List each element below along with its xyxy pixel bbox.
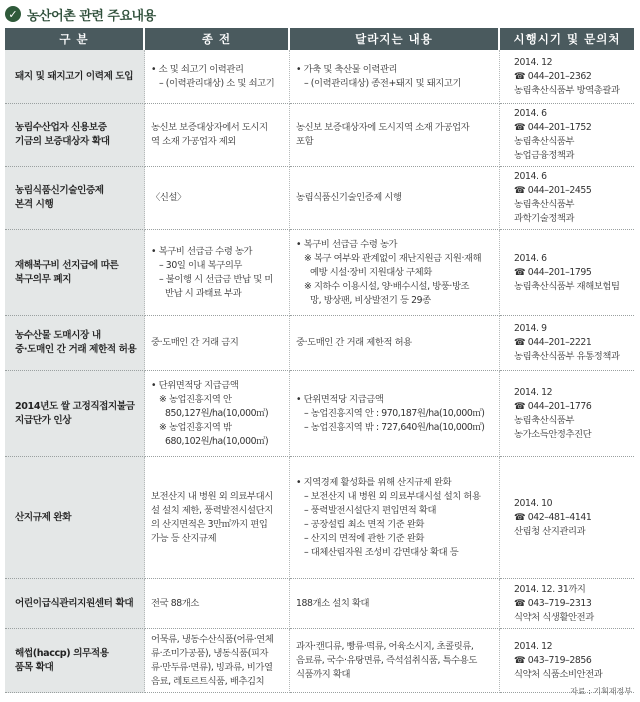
category-line: 지급단가 인상 bbox=[15, 414, 72, 426]
before-line: – 불이행 시 선급금 반납 및 미 bbox=[159, 273, 273, 285]
before-line: 역 소재 가공업자 제외 bbox=[151, 136, 236, 147]
header-after: 달라지는 내용 bbox=[290, 28, 500, 50]
phone-number: ☎ 044–201–1752 bbox=[514, 121, 628, 135]
before-cell bbox=[145, 316, 290, 371]
after-line: – 농업진흥지역 안 : 970,187원/ha(10,000㎡) bbox=[304, 407, 485, 419]
before-line: 850,127원/ha(10,000㎡) bbox=[165, 407, 269, 419]
department: 농림축산식품부 과학기술정책과 bbox=[514, 199, 575, 224]
before-line: • 복구비 선급금 수령 농가 bbox=[151, 245, 283, 259]
after-line: – 산지의 면적에 관한 기준 완화 bbox=[304, 532, 424, 544]
table-row bbox=[5, 579, 634, 629]
after-line: 과자·캔디류, 빵류·떡류, 어육소시지, 초콜릿류, bbox=[296, 640, 474, 652]
title-text: 농산어촌 관련 주요내용 bbox=[27, 8, 156, 24]
phone-number: ☎ 044–201–2455 bbox=[514, 184, 628, 198]
department: 식약처 식생활안전과 bbox=[514, 611, 594, 623]
table-row bbox=[5, 371, 634, 457]
after-line: 농림식품신기술인증제 시행 bbox=[296, 192, 402, 203]
before-cell bbox=[145, 167, 290, 230]
page-title bbox=[5, 4, 156, 24]
phone-number: ☎ 044–201–2362 bbox=[514, 70, 628, 84]
policy-table bbox=[5, 28, 634, 693]
category-line: 품목 확대 bbox=[15, 661, 54, 673]
table-body bbox=[5, 50, 634, 693]
effective-date: 2014. 12. 31까지 bbox=[514, 583, 586, 595]
before-cell bbox=[145, 50, 290, 104]
after-line: • 단위면적당 지급금액 bbox=[296, 393, 493, 407]
before-line: 중·도매인 간 거래 금지 bbox=[151, 337, 239, 348]
after-line: 망, 방상팬, 비상발전기 등 29종 bbox=[310, 294, 431, 306]
before-line: 반납 시 과태료 부과 bbox=[165, 287, 242, 299]
before-line: 음료, 레토르트식품, 배추김치 bbox=[151, 675, 265, 687]
after-cell bbox=[290, 457, 500, 579]
effective-date: 2014. 10 bbox=[514, 497, 553, 509]
category-line: 산지규제 완화 bbox=[15, 511, 72, 523]
effective-date: 2014. 9 bbox=[514, 323, 547, 334]
after-line: – 대체산림자원 조성비 감면대상 확대 등 bbox=[304, 546, 459, 558]
table-row bbox=[5, 50, 634, 104]
category-line: 재해복구비 선지급에 따른 bbox=[15, 259, 119, 271]
after-cell bbox=[290, 629, 500, 693]
phone-number: ☎ 044–201–1776 bbox=[514, 400, 628, 414]
header-category: 구 분 bbox=[5, 28, 145, 50]
after-line: • 복구비 선급금 수령 농가 bbox=[296, 238, 493, 252]
header-contact: 시행시기 및 문의처 bbox=[500, 28, 634, 50]
before-line: ※ 농업진흥지역 안 bbox=[159, 393, 232, 405]
phone-number: ☎ 044–201–1795 bbox=[514, 266, 628, 280]
contact-cell bbox=[500, 167, 634, 230]
table-row bbox=[5, 230, 634, 316]
before-line: 〈신설〉 bbox=[151, 192, 186, 203]
before-line: 류·만두류·면류), 빙과류, 비가열 bbox=[151, 661, 273, 673]
after-cell bbox=[290, 167, 500, 230]
before-line: – 30일 이내 복구의무 bbox=[159, 259, 243, 271]
category-cell bbox=[5, 230, 145, 316]
after-line: 농신보 보증대상자에 도시지역 소재 가공업자 bbox=[296, 122, 470, 133]
category-line: 어린이급식관리지원센터 확대 bbox=[15, 597, 134, 609]
check-icon: ✓ bbox=[5, 6, 21, 22]
phone-number: ☎ 043–719–2856 bbox=[514, 654, 628, 668]
before-line: – (이력관리대상) 소 및 쇠고기 bbox=[159, 77, 275, 89]
source-note: 자료 : 기획재정부 bbox=[570, 687, 632, 696]
category-cell bbox=[5, 167, 145, 230]
before-line: 전국 88개소 bbox=[151, 597, 199, 609]
before-line: ※ 농업진흥지역 밖 bbox=[159, 421, 232, 433]
after-line: ※ 지하수 이용시설, 양·배수시설, 방풍·방조 bbox=[304, 280, 470, 292]
category-cell bbox=[5, 104, 145, 167]
table-row bbox=[5, 457, 634, 579]
after-line: – 풍력발전시설단지 편입면적 확대 bbox=[304, 504, 437, 516]
phone-number: ☎ 044–201–2221 bbox=[514, 336, 628, 350]
table-row bbox=[5, 104, 634, 167]
contact-cell bbox=[500, 579, 634, 629]
category-cell bbox=[5, 371, 145, 457]
after-line: – 공장설립 최소 면적 기준 완화 bbox=[304, 518, 424, 530]
effective-date: 2014. 6 bbox=[514, 108, 547, 119]
phone-number: ☎ 042–481–4141 bbox=[514, 511, 628, 525]
before-line: 680,102원/ha(10,000㎡) bbox=[165, 435, 269, 447]
contact-cell bbox=[500, 371, 634, 457]
table-header-row bbox=[5, 28, 634, 50]
category-cell bbox=[5, 629, 145, 693]
effective-date: 2014. 12 bbox=[514, 386, 553, 398]
after-cell bbox=[290, 371, 500, 457]
effective-date: 2014. 6 bbox=[514, 171, 547, 182]
before-line: • 단위면적당 지급금액 bbox=[151, 379, 283, 393]
department-line2: 농가소득안정추진단 bbox=[514, 428, 592, 440]
category-line: 2014년도 쌀 고정직접지불금 bbox=[15, 400, 135, 412]
department: 농림축산식품부 bbox=[514, 414, 575, 426]
before-line: • 소 및 쇠고기 이력관리 bbox=[151, 63, 283, 77]
effective-date: 2014. 12 bbox=[514, 56, 553, 68]
category-cell bbox=[5, 316, 145, 371]
after-line: – 보전산지 내 병원 외 의료부대시설 설치 허용 bbox=[304, 490, 481, 502]
category-cell bbox=[5, 50, 145, 104]
before-line: 어묵류, 냉동수산식품(어류·연체 bbox=[151, 633, 274, 645]
department: 농림축산식품부 재해보험팀 bbox=[514, 280, 620, 292]
category-line: 중·도매인 간 거래 제한적 허용 bbox=[15, 344, 137, 355]
after-line: 예방 시설·장비 지원대상 구체화 bbox=[310, 266, 432, 278]
department: 농림축산식품부 농업금융정책과 bbox=[514, 136, 575, 161]
after-cell bbox=[290, 104, 500, 167]
header-before: 종 전 bbox=[145, 28, 290, 50]
after-cell bbox=[290, 230, 500, 316]
after-line: 188개소 설치 확대 bbox=[296, 597, 370, 609]
before-line: 류·조미가공품), 냉동식품(피자 bbox=[151, 647, 269, 659]
contact-cell bbox=[500, 629, 634, 693]
after-line: 식품까지 확대 bbox=[296, 668, 351, 680]
before-line: 가능 등 산지규제 bbox=[151, 532, 217, 544]
before-cell bbox=[145, 104, 290, 167]
after-cell bbox=[290, 50, 500, 104]
category-line: 복구의무 폐지 bbox=[15, 273, 72, 285]
category-line: 본격 시행 bbox=[15, 199, 54, 210]
table-row bbox=[5, 316, 634, 371]
before-line: 설 설치 제한, 풍력발전시설단지 bbox=[151, 504, 273, 516]
category-line: 농림식품신기술인증제 bbox=[15, 185, 104, 196]
category-line: 돼지 및 돼지고기 이력제 도입 bbox=[15, 70, 134, 82]
contact-cell bbox=[500, 230, 634, 316]
contact-cell bbox=[500, 50, 634, 104]
after-cell bbox=[290, 316, 500, 371]
after-line: 음료류, 국수·유탕면류, 즉석섭취식품, 특수용도 bbox=[296, 654, 477, 666]
contact-cell bbox=[500, 316, 634, 371]
before-line: 농신보 보증대상자에서 도시지 bbox=[151, 122, 268, 133]
department: 산림청 산지관리과 bbox=[514, 525, 586, 537]
before-line: 보전산지 내 병원 외 의료부대시 bbox=[151, 490, 273, 502]
phone-number: ☎ 043–719–2313 bbox=[514, 597, 628, 611]
contact-cell bbox=[500, 457, 634, 579]
before-line: 의 산지면적은 3만㎡까지 편입 bbox=[151, 518, 268, 530]
before-cell bbox=[145, 579, 290, 629]
category-line: 해썹(haccp) 의무적용 bbox=[15, 647, 109, 659]
effective-date: 2014. 6 bbox=[514, 252, 547, 264]
table-row bbox=[5, 629, 634, 693]
department: 식약처 식품소비안전과 bbox=[514, 668, 603, 680]
before-cell bbox=[145, 629, 290, 693]
after-cell bbox=[290, 579, 500, 629]
category-line: 기금의 보증대상자 확대 bbox=[15, 136, 110, 147]
category-cell bbox=[5, 457, 145, 579]
category-line: 농림수산업자 신용보증 bbox=[15, 122, 107, 133]
category-cell bbox=[5, 579, 145, 629]
after-line: • 가축 및 축산물 이력관리 bbox=[296, 63, 493, 77]
table-row bbox=[5, 167, 634, 230]
after-line: – 농업진흥지역 밖 : 727,640원/ha(10,000㎡) bbox=[304, 421, 485, 433]
before-cell bbox=[145, 371, 290, 457]
category-line: 농수산물 도매시장 내 bbox=[15, 330, 101, 341]
before-cell bbox=[145, 230, 290, 316]
after-line: ※ 복구 여부와 관계없이 재난지원금 지원·재해 bbox=[304, 252, 482, 264]
department: 농림축산식품부 방역총괄과 bbox=[514, 84, 620, 96]
before-cell bbox=[145, 457, 290, 579]
after-line: 중·도매인 간 거래 제한적 허용 bbox=[296, 337, 412, 348]
contact-cell bbox=[500, 104, 634, 167]
after-line: 포함 bbox=[296, 136, 314, 147]
after-line: – (이력관리대상) 종전+돼지 및 돼지고기 bbox=[304, 77, 462, 89]
effective-date: 2014. 12 bbox=[514, 640, 553, 652]
after-line: • 지역경제 활성화를 위해 산지규제 완화 bbox=[296, 476, 493, 490]
department: 농림축산식품부 유통정책과 bbox=[514, 351, 620, 362]
